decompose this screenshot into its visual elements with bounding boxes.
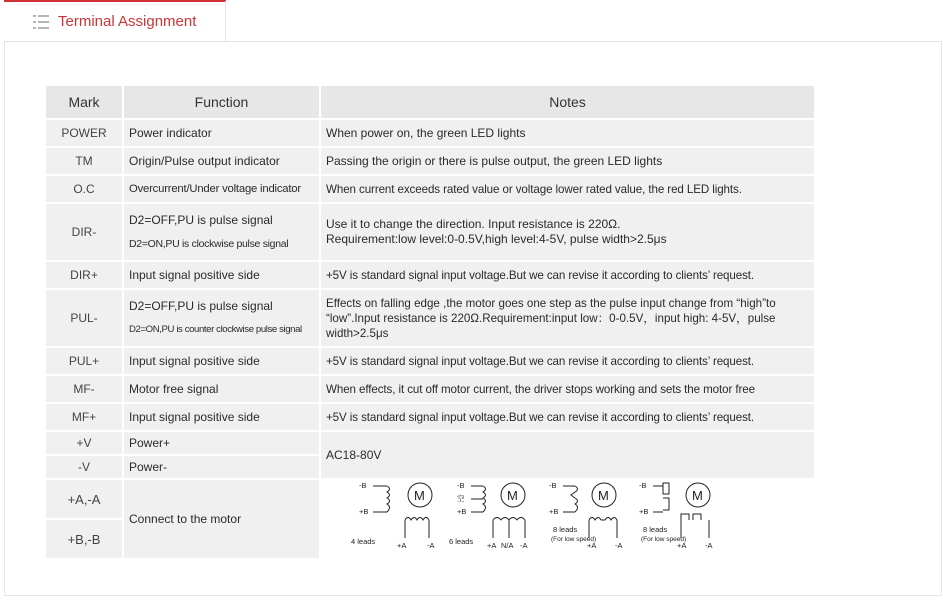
wiring-diagrams-svg	[321, 480, 816, 558]
mark-cell: MF+	[46, 404, 124, 432]
table-row	[46, 376, 816, 404]
notes-cell: When effects, it cut off motor current, the driver stops working and sets the motor free	[321, 376, 816, 404]
mark-cell: POWER	[46, 120, 124, 148]
list-icon	[32, 13, 50, 31]
function-cell: Input signal positive side	[124, 404, 321, 432]
terminal-label: +B	[549, 507, 559, 516]
tab-bar	[4, 0, 942, 42]
notes-cell: +5V is standard signal input voltage.But we can revise it according to clients’ request.	[321, 348, 816, 376]
notes-cell: Passing the origin or there is pulse output, the green LED lights	[321, 148, 816, 176]
mark-cell: MF-	[46, 376, 124, 404]
table-header-row	[46, 86, 816, 120]
function-cell: Overcurrent/Under voltage indicator	[124, 176, 321, 204]
table-row	[46, 120, 816, 148]
terminal-label: -A	[705, 541, 713, 550]
notes-cell: +5V is standard signal input voltage.But we can revise it according to clients’ request.	[321, 404, 816, 432]
terminal-label: N/A	[501, 541, 514, 550]
notes-line: Use it to change the direction. Input resistance is 220Ω.	[326, 217, 621, 231]
header-mark: Mark	[46, 86, 124, 120]
diagram-note: (For low speed)	[551, 536, 597, 543]
mark-cell: +A,-A	[46, 480, 124, 520]
diagram-4-leads	[351, 481, 435, 550]
notes-cell: When power on, the green LED lights	[321, 120, 816, 148]
table-row	[46, 148, 816, 176]
diagram-caption: 6 leads	[449, 537, 474, 546]
notes-line: Requirement:low level:0-0.5V,high level:4-5V, pulse width>2.5μs	[326, 232, 667, 246]
terminal-label: -B	[639, 481, 647, 490]
diagram-8-leads-a	[549, 481, 623, 550]
mark-cell: DIR+	[46, 262, 124, 290]
mark-cell: +V	[46, 432, 124, 456]
mark-cell: PUL-	[46, 290, 124, 348]
table-row	[46, 262, 816, 290]
mark-cell: +B,-B	[46, 520, 124, 560]
notes-cell: When current exceeds rated value or voltage lower rated value, the red LED lights.	[321, 176, 816, 204]
table-row	[46, 176, 816, 204]
function-line: D2=ON,PU is counter clockwise pulse signal	[129, 324, 302, 335]
motor-symbol: M	[598, 488, 609, 503]
diagram-caption: 8 leads	[643, 525, 668, 534]
table-row	[46, 290, 816, 348]
table-row	[46, 480, 816, 520]
function-line: D2=ON,PU is clockwise pulse signal	[129, 238, 289, 250]
terminal-label: -B	[359, 481, 367, 490]
header-notes: Notes	[321, 86, 816, 120]
terminal-label: -B	[457, 481, 465, 490]
function-cell: Power-	[124, 456, 321, 480]
mark-cell: PUL+	[46, 348, 124, 376]
mark-cell: -V	[46, 456, 124, 480]
terminal-table	[46, 86, 816, 560]
mark-cell: DIR-	[46, 204, 124, 262]
function-cell: Input signal positive side	[124, 348, 321, 376]
table-row	[46, 432, 816, 456]
motor-symbol: M	[414, 488, 425, 503]
terminal-label: +B	[639, 507, 649, 516]
function-cell: Input signal positive side	[124, 262, 321, 290]
table-row	[46, 348, 816, 376]
notes-cell: +5V is standard signal input voltage.But we can revise it according to clients’ request.	[321, 262, 816, 290]
function-line: D2=OFF,PU is pulse signal	[129, 299, 273, 313]
function-cell: Power+	[124, 432, 321, 456]
terminal-label: +B	[359, 507, 369, 516]
function-cell: Motor free signal	[124, 376, 321, 404]
diagram-8-leads-b	[639, 481, 713, 550]
mark-cell: O.C	[46, 176, 124, 204]
terminal-label: +A	[677, 541, 687, 550]
notes-cell: Effects on falling edge ,the motor goes one step as the pulse input change from “high”to “low”.Input resistance is 220Ω.Requirement:input low：0-0.5V，input high: 4-5V，pulse width>2.5μs	[321, 290, 816, 348]
motor-symbol: M	[692, 488, 703, 503]
function-cell: Power indicator	[124, 120, 321, 148]
function-cell	[124, 290, 321, 348]
wiring-diagrams	[321, 480, 816, 560]
diagram-note: (For low speed)	[641, 536, 687, 543]
function-cell: Origin/Pulse output indicator	[124, 148, 321, 176]
terminal-label: +A	[487, 541, 497, 550]
mark-cell: TM	[46, 148, 124, 176]
terminal-label: -A	[520, 541, 528, 550]
terminal-label: +A	[397, 541, 407, 550]
terminal-label: +A	[587, 541, 597, 550]
function-line: D2=OFF,PU is pulse signal	[129, 213, 273, 227]
diagram-6-leads	[449, 481, 528, 550]
table-row	[46, 204, 816, 262]
terminal-label: -A	[615, 541, 623, 550]
terminal-label: -A	[427, 541, 435, 550]
function-cell	[124, 204, 321, 262]
header-function: Function	[124, 86, 321, 120]
diagram-caption: 4 leads	[351, 537, 376, 546]
function-cell: Connect to the motor	[124, 480, 321, 560]
motor-symbol: M	[507, 488, 518, 503]
terminal-label: +B	[457, 507, 467, 516]
terminal-label: 空	[457, 494, 465, 503]
tab-label: Terminal Assignment	[58, 13, 197, 30]
notes-cell: AC18-80V	[321, 432, 816, 480]
table-row	[46, 404, 816, 432]
tab-terminal-assignment[interactable]	[4, 0, 226, 41]
terminal-label: -B	[549, 481, 557, 490]
diagram-caption: 8 leads	[553, 525, 578, 534]
notes-cell	[321, 204, 816, 262]
